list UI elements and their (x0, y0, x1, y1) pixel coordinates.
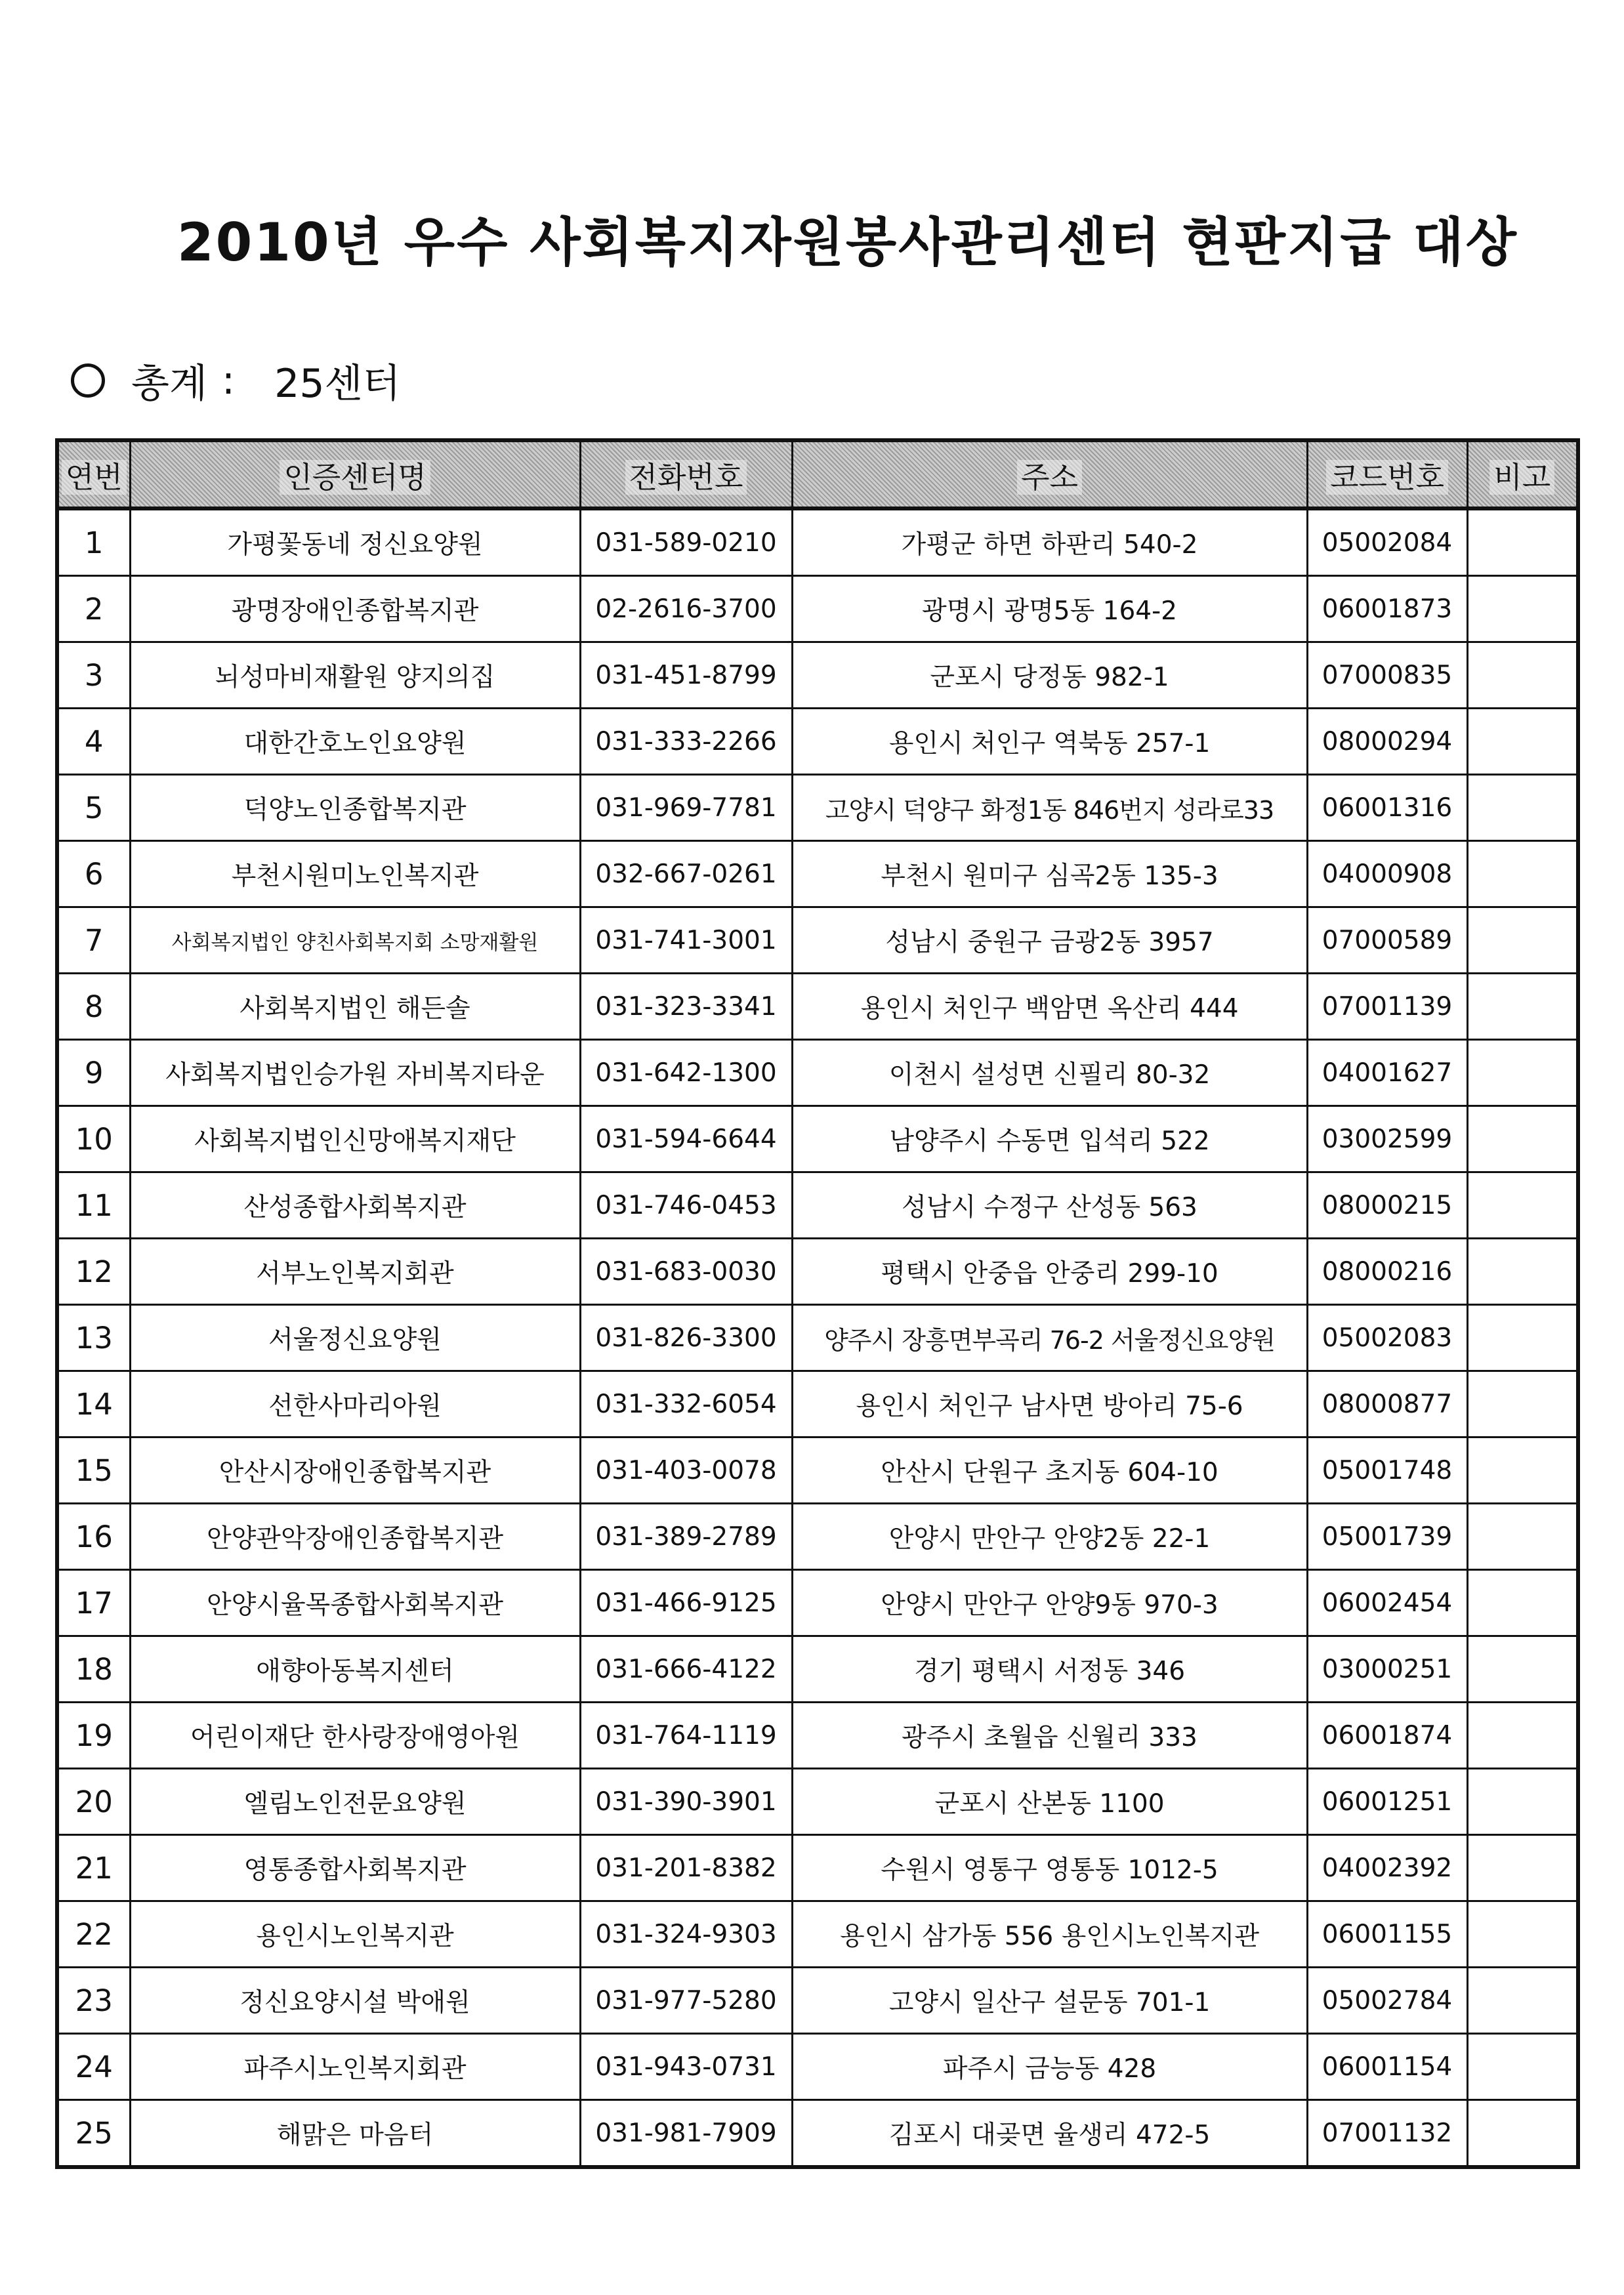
cell-address: 군포시 산본동 1100 (792, 1769, 1307, 1835)
cell-phone: 031-969-7781 (580, 775, 792, 841)
cell-address: 광주시 초월읍 신월리 333 (792, 1703, 1307, 1769)
cell-note (1467, 907, 1578, 974)
cell-note (1467, 1504, 1578, 1570)
cell-note (1467, 1901, 1578, 1968)
summary-colon: : (221, 358, 236, 403)
cell-phone: 031-764-1119 (580, 1703, 792, 1769)
table-row (57, 1504, 1578, 1570)
cell-address: 부천시 원미구 심곡2동 135-3 (792, 841, 1307, 907)
table-row (57, 974, 1578, 1040)
cell-address: 용인시 처인구 남사면 방아리 75-6 (792, 1371, 1307, 1437)
cell-code: 03000251 (1307, 1636, 1467, 1703)
cell-address: 안양시 만안구 안양2동 22-1 (792, 1504, 1307, 1570)
cell-code: 08000216 (1307, 1239, 1467, 1305)
table-row (57, 1636, 1578, 1703)
cell-phone: 031-977-5280 (580, 1968, 792, 2034)
table-row (57, 1106, 1578, 1172)
cell-address: 남양주시 수동면 입석리 522 (792, 1106, 1307, 1172)
cell-address: 경기 평택시 서정동 346 (792, 1636, 1307, 1703)
cell-no: 19 (57, 1703, 130, 1769)
cell-note (1467, 974, 1578, 1040)
header-name (130, 440, 580, 508)
cell-address: 광명시 광명5동 164-2 (792, 576, 1307, 642)
cell-note (1467, 1769, 1578, 1835)
cell-address: 평택시 안중읍 안중리 299-10 (792, 1239, 1307, 1305)
cell-no: 11 (57, 1172, 130, 1239)
cell-note (1467, 1371, 1578, 1437)
cell-code: 05001739 (1307, 1504, 1467, 1570)
cell-no: 6 (57, 841, 130, 907)
header-note-label: 비고 (1489, 460, 1554, 495)
cell-address: 파주시 금능동 428 (792, 2034, 1307, 2100)
header-code-label: 코드번호 (1326, 460, 1448, 495)
cell-phone: 031-943-0731 (580, 2034, 792, 2100)
cell-address: 고양시 덕양구 화정1동 846번지 성라로33 (792, 775, 1307, 841)
cell-name: 안양관악장애인종합복지관 (130, 1504, 580, 1570)
cell-name: 정신요양시설 박애원 (130, 1968, 580, 2034)
table-row (57, 1305, 1578, 1371)
cell-address: 수원시 영통구 영통동 1012-5 (792, 1835, 1307, 1901)
cell-name: 광명장애인종합복지관 (130, 576, 580, 642)
cell-name: 용인시노인복지관 (130, 1901, 580, 1968)
cell-code: 04002392 (1307, 1835, 1467, 1901)
cell-phone: 031-466-9125 (580, 1570, 792, 1636)
cell-note (1467, 2034, 1578, 2100)
cell-code: 05002083 (1307, 1305, 1467, 1371)
table-row (57, 1901, 1578, 1968)
cell-phone: 031-683-0030 (580, 1239, 792, 1305)
cell-code: 08000877 (1307, 1371, 1467, 1437)
cell-code: 05002784 (1307, 1968, 1467, 2034)
cell-no: 9 (57, 1040, 130, 1106)
cell-code: 03002599 (1307, 1106, 1467, 1172)
cell-note (1467, 775, 1578, 841)
cell-phone: 031-741-3001 (580, 907, 792, 974)
cell-name: 안산시장애인종합복지관 (130, 1437, 580, 1504)
summary-line (71, 354, 400, 407)
cell-phone: 031-981-7909 (580, 2100, 792, 2168)
cell-name: 해맑은 마음터 (130, 2100, 580, 2168)
cell-no: 1 (57, 508, 130, 576)
table-row (57, 1968, 1578, 2034)
cell-no: 25 (57, 2100, 130, 2168)
cell-no: 5 (57, 775, 130, 841)
cell-note (1467, 841, 1578, 907)
cell-address: 안산시 단원구 초지동 604-10 (792, 1437, 1307, 1504)
cell-no: 14 (57, 1371, 130, 1437)
cell-note (1467, 1040, 1578, 1106)
cell-code: 08000215 (1307, 1172, 1467, 1239)
cell-no: 17 (57, 1570, 130, 1636)
cell-phone: 031-589-0210 (580, 508, 792, 576)
cell-code: 06001873 (1307, 576, 1467, 642)
header-address-label: 주소 (1017, 460, 1082, 495)
cell-address: 안양시 만안구 안양9동 970-3 (792, 1570, 1307, 1636)
cell-note (1467, 1835, 1578, 1901)
cell-name: 대한간호노인요양원 (130, 709, 580, 775)
cell-address: 양주시 장흥면부곡리 76-2 서울정신요양원 (792, 1305, 1307, 1371)
cell-name: 덕양노인종합복지관 (130, 775, 580, 841)
cell-code: 07000835 (1307, 642, 1467, 709)
cell-code: 04001627 (1307, 1040, 1467, 1106)
table-row (57, 1040, 1578, 1106)
cell-no: 20 (57, 1769, 130, 1835)
cell-address: 가평군 하면 하판리 540-2 (792, 508, 1307, 576)
cell-no: 12 (57, 1239, 130, 1305)
cell-name: 사회복지법인신망애복지재단 (130, 1106, 580, 1172)
table-row (57, 1835, 1578, 1901)
cell-phone: 031-594-6644 (580, 1106, 792, 1172)
center-list-table (55, 438, 1580, 2169)
table-row (57, 2100, 1578, 2168)
header-code (1307, 440, 1467, 508)
header-row (57, 440, 1578, 508)
header-no (57, 440, 130, 508)
cell-note (1467, 1106, 1578, 1172)
cell-address: 김포시 대곶면 율생리 472-5 (792, 2100, 1307, 2168)
cell-phone: 031-826-3300 (580, 1305, 792, 1371)
cell-code: 05001748 (1307, 1437, 1467, 1504)
cell-no: 23 (57, 1968, 130, 2034)
cell-note (1467, 1968, 1578, 2034)
cell-code: 06001251 (1307, 1769, 1467, 1835)
header-no-label: 연번 (62, 460, 127, 495)
cell-no: 21 (57, 1835, 130, 1901)
cell-name: 사회복지법인승가원 자비복지타운 (130, 1040, 580, 1106)
cell-name: 안양시율목종합사회복지관 (130, 1570, 580, 1636)
cell-phone: 032-667-0261 (580, 841, 792, 907)
table-row (57, 1172, 1578, 1239)
table-row (57, 1371, 1578, 1437)
table-row (57, 907, 1578, 974)
cell-note (1467, 1636, 1578, 1703)
header-phone-label: 전화번호 (625, 460, 747, 495)
table-row (57, 775, 1578, 841)
cell-name: 엘림노인전문요양원 (130, 1769, 580, 1835)
cell-code: 05002084 (1307, 508, 1467, 576)
cell-address: 이천시 설성면 신필리 80-32 (792, 1040, 1307, 1106)
cell-note (1467, 2100, 1578, 2168)
cell-code: 08000294 (1307, 709, 1467, 775)
cell-note (1467, 508, 1578, 576)
cell-name: 어린이재단 한사랑장애영아원 (130, 1703, 580, 1769)
cell-phone: 031-389-2789 (580, 1504, 792, 1570)
cell-note (1467, 1172, 1578, 1239)
cell-code: 06001155 (1307, 1901, 1467, 1968)
cell-phone: 031-390-3901 (580, 1769, 792, 1835)
table-body (57, 508, 1578, 2167)
cell-name: 선한사마리아원 (130, 1371, 580, 1437)
cell-note (1467, 576, 1578, 642)
cell-no: 16 (57, 1504, 130, 1570)
summary-label: 총계 (131, 361, 207, 407)
cell-note (1467, 1305, 1578, 1371)
table-row (57, 1703, 1578, 1769)
cell-no: 7 (57, 907, 130, 974)
table-row (57, 1769, 1578, 1835)
cell-name: 서부노인복지회관 (130, 1239, 580, 1305)
cell-phone: 02-2616-3700 (580, 576, 792, 642)
cell-no: 8 (57, 974, 130, 1040)
cell-name: 서울정신요양원 (130, 1305, 580, 1371)
table-row (57, 1239, 1578, 1305)
cell-no: 15 (57, 1437, 130, 1504)
cell-code: 06002454 (1307, 1570, 1467, 1636)
cell-code: 07001132 (1307, 2100, 1467, 2168)
cell-phone: 031-201-8382 (580, 1835, 792, 1901)
header-name-label: 인증센터명 (280, 460, 430, 495)
cell-name: 파주시노인복지회관 (130, 2034, 580, 2100)
cell-phone: 031-451-8799 (580, 642, 792, 709)
table-row (57, 1437, 1578, 1504)
cell-name: 영통종합사회복지관 (130, 1835, 580, 1901)
cell-code: 06001316 (1307, 775, 1467, 841)
cell-code: 04000908 (1307, 841, 1467, 907)
cell-phone: 031-746-0453 (580, 1172, 792, 1239)
cell-no: 13 (57, 1305, 130, 1371)
cell-address: 고양시 일산구 설문동 701-1 (792, 1968, 1307, 2034)
cell-address: 용인시 처인구 백암면 옥산리 444 (792, 974, 1307, 1040)
header-note (1467, 440, 1578, 508)
table-row (57, 709, 1578, 775)
circle-bullet-icon (71, 363, 105, 398)
cell-address: 성남시 수정구 산성동 563 (792, 1172, 1307, 1239)
document-title: 2010년 우수 사회복지자원봉사관리센터 현판지급 대상 (177, 212, 1518, 273)
header-address (792, 440, 1307, 508)
cell-note (1467, 1239, 1578, 1305)
table-header (57, 440, 1578, 508)
cell-phone: 031-323-3341 (580, 974, 792, 1040)
cell-no: 3 (57, 642, 130, 709)
cell-code: 06001874 (1307, 1703, 1467, 1769)
cell-address: 용인시 삼가동 556 용인시노인복지관 (792, 1901, 1307, 1968)
cell-code: 07001139 (1307, 974, 1467, 1040)
cell-code: 06001154 (1307, 2034, 1467, 2100)
cell-phone: 031-332-6054 (580, 1371, 792, 1437)
cell-name: 부천시원미노인복지관 (130, 841, 580, 907)
cell-note (1467, 1570, 1578, 1636)
table-row (57, 576, 1578, 642)
cell-no: 4 (57, 709, 130, 775)
table-row (57, 2034, 1578, 2100)
cell-address: 용인시 처인구 역북동 257-1 (792, 709, 1307, 775)
cell-note (1467, 642, 1578, 709)
cell-no: 22 (57, 1901, 130, 1968)
cell-no: 24 (57, 2034, 130, 2100)
cell-name: 가평꽃동네 정신요양원 (130, 508, 580, 576)
summary-value: 25센터 (274, 361, 401, 407)
table-row (57, 841, 1578, 907)
cell-phone: 031-324-9303 (580, 1901, 792, 1968)
cell-address: 군포시 당정동 982-1 (792, 642, 1307, 709)
cell-no: 18 (57, 1636, 130, 1703)
header-phone (580, 440, 792, 508)
cell-no: 10 (57, 1106, 130, 1172)
cell-address: 성남시 중원구 금광2동 3957 (792, 907, 1307, 974)
cell-name: 애향아동복지센터 (130, 1636, 580, 1703)
cell-phone: 031-403-0078 (580, 1437, 792, 1504)
table-row (57, 1570, 1578, 1636)
cell-phone: 031-666-4122 (580, 1636, 792, 1703)
cell-no: 2 (57, 576, 130, 642)
cell-phone: 031-642-1300 (580, 1040, 792, 1106)
cell-phone: 031-333-2266 (580, 709, 792, 775)
cell-name: 뇌성마비재활원 양지의집 (130, 642, 580, 709)
cell-code: 07000589 (1307, 907, 1467, 974)
cell-note (1467, 1437, 1578, 1504)
cell-name: 사회복지법인 해든솔 (130, 974, 580, 1040)
cell-name: 산성종합사회복지관 (130, 1172, 580, 1239)
cell-note (1467, 1703, 1578, 1769)
cell-name: 사회복지법인 양친사회복지회 소망재활원 (130, 907, 580, 974)
table-row (57, 508, 1578, 576)
cell-note (1467, 709, 1578, 775)
table-row (57, 642, 1578, 709)
